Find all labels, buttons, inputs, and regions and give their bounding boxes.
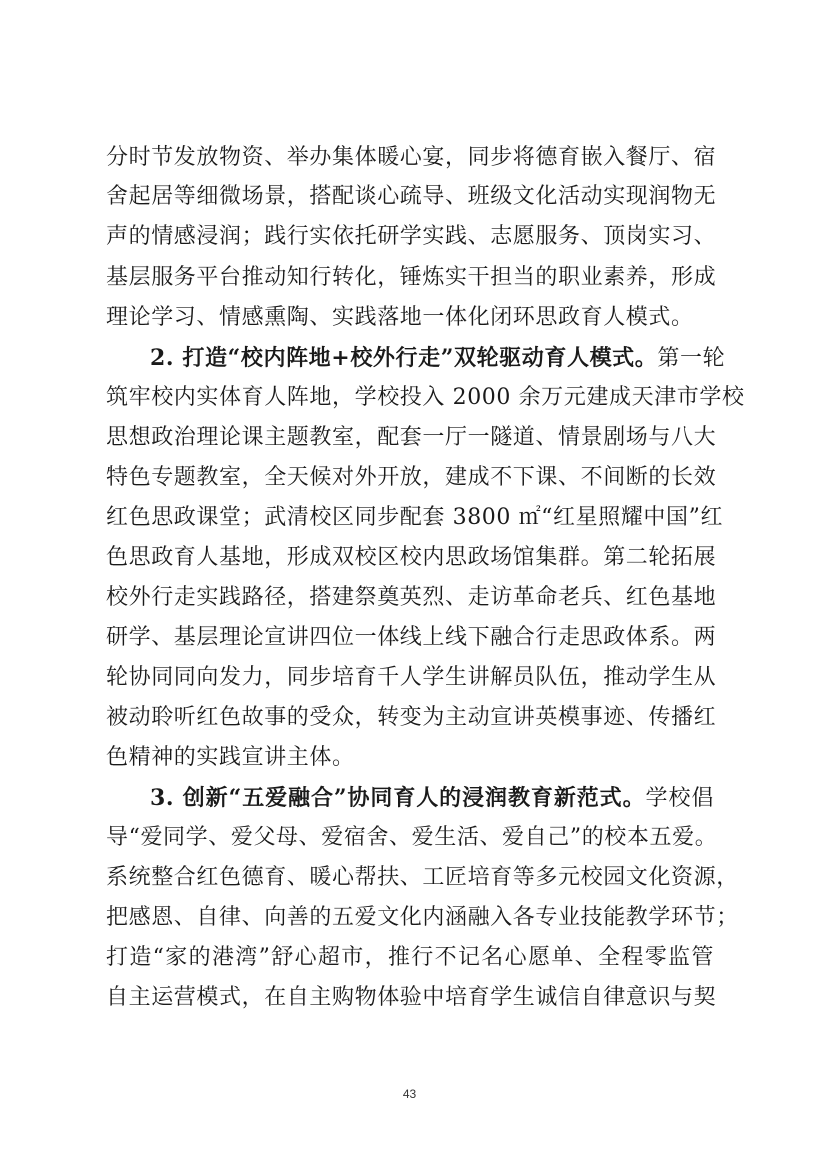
section-3-heading-rest: 学校倡 [645,786,714,811]
paragraph-line: 思想政治理论课主题教室，配套一厅一隧道、情景剧场与八大 [106,425,717,450]
paragraph-line: 舍起居等细微场景，搭配谈心疏导、班级文化活动实现润物无 [106,184,717,209]
section-3-first-line [150,780,714,816]
paragraph-line: 轮协同同向发力，同步培育千人学生讲解员队伍，推动学生从 [106,665,717,690]
paragraph-line: 筑牢校内实体育人阵地，学校投入 2000 余万元建成天津市学校 [106,385,745,410]
paragraph-line: 被动聆听红色故事的受众，转变为主动宣讲英模事迹、传播红 [106,705,717,730]
paragraph-line: 色精神的实践宣讲主体。 [106,745,355,770]
paragraph-line: 校外行走实践路径，搭建祭奠英烈、走访革命老兵、红色基地 [106,585,717,610]
paragraph-line: 打造“家的港湾”舒心超市，推行不记名心愿单、全程零监管 [106,945,714,970]
paragraph-line: 把感恩、自律、向善的五爱文化内涵融入各专业技能教学环节； [106,905,739,930]
section-2-first-line [150,340,726,376]
page-number: 43 [402,1087,417,1101]
paragraph-line: 基层服务平台推动知行转化，锤炼实干担当的职业素养，形成 [106,265,717,290]
paragraph-line: 分时节发放物资、举办集体暖心宴，同步将德育嵌入餐厅、宿 [106,145,717,170]
paragraph-line: 导“爱同学、爱父母、爱宿舍、爱生活、爱自己”的校本五爱。 [106,825,718,850]
paragraph-line: 自主运营模式，在自主购物体验中培育学生诚信自律意识与契 [106,985,717,1010]
section-2-heading: 2. 打造“校内阵地+校外行走”双轮驱动育人模式。 [150,345,658,371]
paragraph-line: 色思政育人基地，形成双校区校内思政场馆集群。第二轮拓展 [106,545,717,570]
section-2-heading-rest: 第一轮 [657,346,726,371]
paragraph-line: 特色专题教室，全天候对外开放，建成不下课、不间断的长效 [106,465,717,490]
paragraph-line: 声的情感浸润；践行实依托研学实践、志愿服务、顶岗实习、 [106,224,717,249]
paragraph-line: 研学、基层理论宣讲四位一体线上线下融合行走思政体系。两 [106,625,717,650]
paragraph-line: 系统整合红色德育、暖心帮扶、工匠培育等多元校园文化资源， [106,865,739,890]
paragraph-line: 理论学习、情感熏陶、实践落地一体化闭环思政育人模式。 [106,305,694,330]
section-3-heading: 3. 创新“五爱融合”协同育人的浸润教育新范式。 [150,785,646,811]
paragraph-line: 红色思政课堂；武清校区同步配套 3800 ㎡“红星照耀中国”红 [106,505,724,530]
